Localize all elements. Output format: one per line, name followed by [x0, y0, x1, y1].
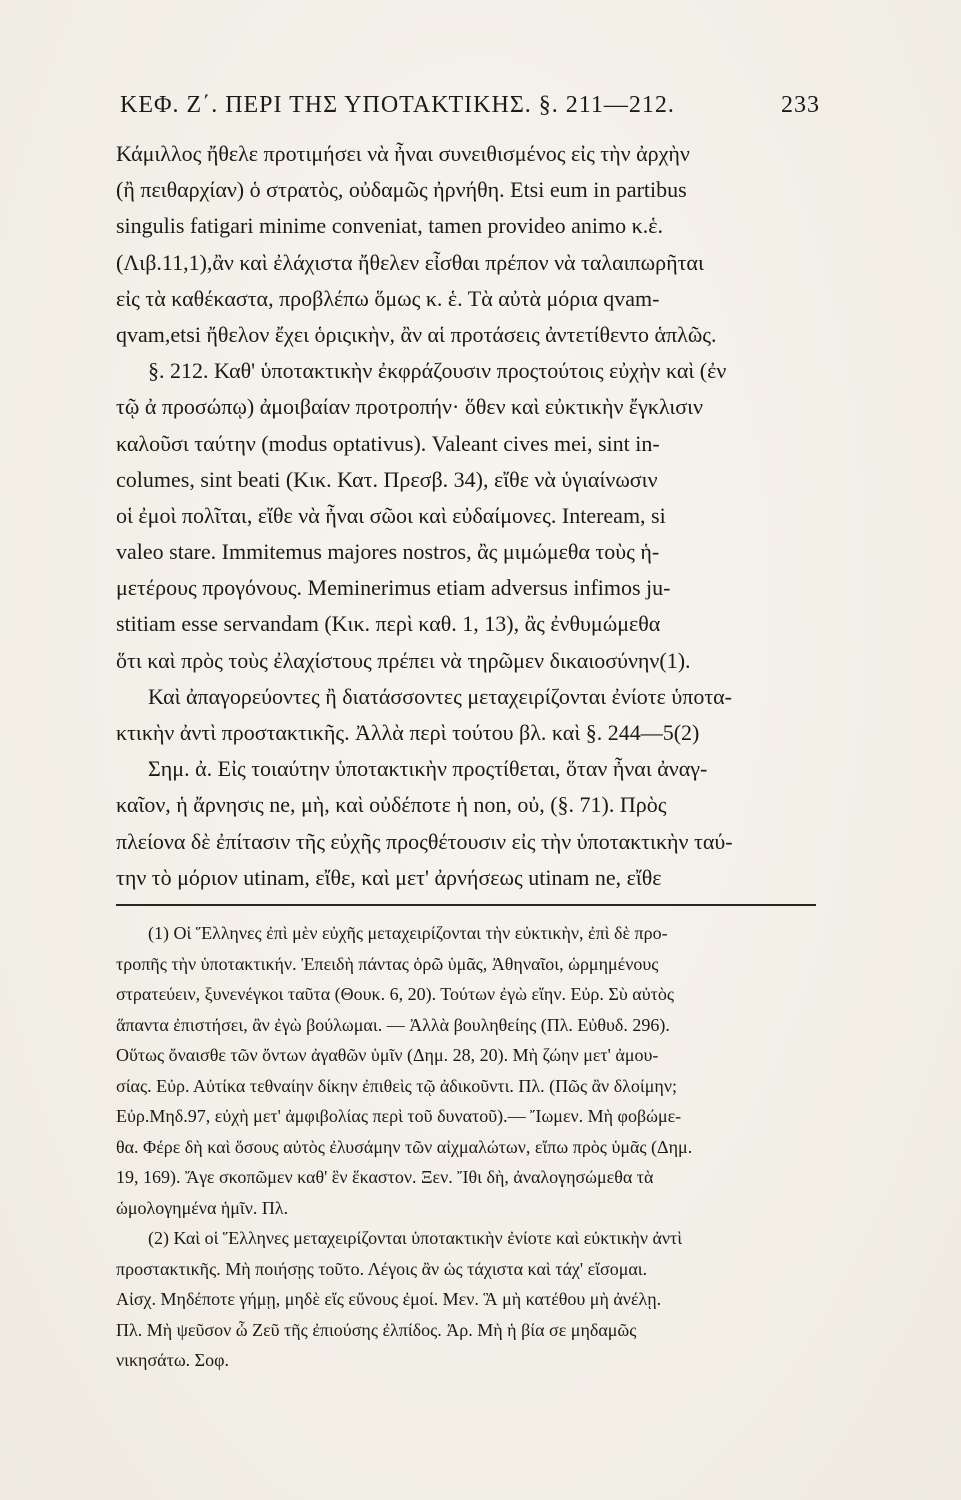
- text-line: Σημ. ἀ. Εἰς τοιαύτην ὑποτακτικὴν προςτίθεται, ὅταν ἦναι ἀναγ-: [148, 756, 708, 782]
- text-line: Καὶ ἀπαγορεύοντες ἢ διατάσσοντες μεταχειρίζονται ἐνίοτε ὑποτα-: [148, 683, 733, 709]
- text-line: singulis fatigari minime conveniat, tamen provideo animo κ.ἑ.: [116, 213, 663, 239]
- footnote-line: σίας. Εὐρ. Αὐτίκα τεθναίην δίκην ἐπιθεὶς τῷ ἀδικοῦντι. Πλ. (Πῶς ἂν δλοίμην;: [116, 1075, 677, 1096]
- footnote-line: Πλ. Μὴ ψεῦσον ὦ Ζεῦ τῆς ἐπιούσης ἐλπίδος. Ἀρ. Μὴ ἡ βία σε μηδαμῶς: [116, 1319, 637, 1340]
- footnote-line: (2) Καὶ οἱ Ἕλληνες μεταχειρίζονται ὑποτακτικὴν ἐνίοτε καὶ εὐκτικὴν ἀντὶ: [148, 1228, 683, 1248]
- footnote-line: προστακτικῆς. Μὴ ποιήσῃς τοῦτο. Λέγοις ἂν ὡς τάχιστα καὶ τάχ' εἴσομαι.: [116, 1258, 648, 1279]
- footnotes: [116, 918, 816, 1376]
- footnote-line: θα. Φέρε δὴ καὶ ὅσους αὐτὸς ἐλυσάμην τῶν αἰχμαλώτων, εἴπω πρὸς ὑμᾶς (Δημ.: [116, 1136, 693, 1157]
- footnote-line: στρατεύειν, ξυνενέγκοι ταῦτα (Θουκ. 6, 20). Τούτων ἐγὼ εἴην. Εὐρ. Σὺ αὐτὸς: [116, 984, 674, 1004]
- footnote-line: ὡμολογημένα ἡμῖν. Πλ.: [116, 1197, 289, 1218]
- text-line: εἰς τὰ καθέκαστα, προβλέπω ὅμως κ. ἑ. Τὰ αὐτὰ μόρια qvam-: [116, 285, 660, 311]
- chapter-title: ΚΕΦ. Ζ΄. ΠΕΡΙ ΤΗΣ ΥΠΟΤΑΚΤΙΚΗΣ. §. 211—212.: [120, 92, 675, 118]
- text-line: §. 212. Καθ' ὑποτακτικὴν ἐκφράζουσιν προςτούτοις εὐχὴν καὶ (ἐν: [148, 358, 727, 384]
- text-line: τῷ ἀ προσώπῳ) ἀμοιβαίαν προτροπήν· ὅθεν καὶ εὐκτικὴν ἔγκλισιν: [116, 394, 703, 420]
- footnote-line: Εὐρ.Μηδ.97, εὐχὴ μετ' ἀμφιβολίας περὶ τοῦ δυνατοῦ).— Ἴωμεν. Μὴ φοβώμε-: [116, 1106, 682, 1126]
- footnote-line: νικησάτω. Σοφ.: [116, 1350, 230, 1370]
- text-line: columes, sint beati (Κικ. Κατ. Πρεσβ. 34), εἴθε νὰ ὑγιαίνωσιν: [116, 466, 658, 492]
- text-line: qvam,etsi ἤθελον ἔχει ὁριςικὴν, ἂν αἱ προτάσεις ἀντετίθεντο ἁπλῶς.: [116, 321, 717, 347]
- text-line: καλοῦσι ταύτην (modus optativus). Valeant cives mei, sint in-: [116, 430, 660, 456]
- footnote-line: Αἰσχ. Μηδέποτε γήμῃ, μηδὲ εἴς εὔνους ἐμοί. Μεν. Ἃ μὴ κατέθου μὴ ἀνέλῃ.: [116, 1289, 662, 1309]
- text-line: την τὸ μόριον utinam, εἴθε, καὶ μετ' ἀρνήσεως utinam ne, εἴθε: [116, 864, 662, 890]
- running-header: [120, 92, 820, 128]
- text-line: stitiam esse servandam (Κικ. περὶ καθ. 1, 13), ἂς ἐνθυμώμεθα: [116, 611, 661, 637]
- text-line: ὅτι καὶ πρὸς τοὺς ἐλαχίστους πρέπει νὰ τηρῶμεν δικαιοσύνην(1).: [116, 647, 691, 673]
- footnote-line: 19, 169). Ἄγε σκοπῶμεν καθ' ἓν ἕκαστον. Ξεν. Ἴθι δὴ, ἀναλογησώμεθα τὰ: [116, 1167, 654, 1187]
- main-text: [116, 136, 816, 896]
- text-line: (Λιβ.11,1),ἂν καὶ ἐλάχιστα ἤθελεν εἶσθαι πρέπον νὰ ταλαιπωρῆται: [116, 249, 704, 275]
- page-number: 233: [781, 92, 820, 118]
- footnote-line: ἅπαντα ἐπιστήσει, ἂν ἐγὼ βούλωμαι. — Ἀλλὰ βουληθείης (Πλ. Εὐθυδ. 296).: [116, 1014, 670, 1035]
- footnote-line: τροπῆς τὴν ὑποτακτικήν. Ἐπειδὴ πάντας ὁρῶ ὑμᾶς, Ἀθηναῖοι, ὡρμημένους: [116, 953, 659, 974]
- footnote-line: Οὕτως ὄναισθε τῶν ὄντων ἀγαθῶν ὑμῖν (Δημ. 28, 20). Μὴ ζώην μετ' ἀμου-: [116, 1045, 659, 1065]
- footnote-line: (1) Οἱ Ἕλληνες ἐπὶ μὲν εὐχῆς μεταχειρίζονται τὴν εὐκτικὴν, ἐπὶ δὲ προ-: [148, 923, 668, 943]
- text-line: καῖον, ἡ ἄρνησις ne, μὴ, καὶ οὐδέποτε ἡ non, οὐ, (§. 71). Πρὸς: [116, 792, 667, 818]
- text-line: Κάμιλλος ἤθελε προτιμήσει νὰ ἦναι συνειθισμένος εἰς τὴν ἀρχὴν: [116, 141, 690, 166]
- text-line: valeo stare. Immitemus majores nostros, ἂς μιμώμεθα τοὺς ἡ-: [116, 539, 660, 565]
- text-line: (ἢ πειθαρχίαν) ὁ στρατὸς, οὐδαμῶς ἠρνήθη. Etsi eum in partibus: [116, 177, 687, 203]
- text-line: οἱ ἐμοὶ πολῖται, εἴθε νὰ ἦναι σῶοι καὶ εὐδαίμονες. Inteream, si: [116, 502, 666, 528]
- text-line: πλείονα δὲ ἐπίτασιν τῆς εὐχῆς προςθέτουσιν εἰς τὴν ὑποτακτικὴν ταύ-: [116, 828, 733, 854]
- text-line: κτικὴν ἀντὶ προστακτικῆς. Ἀλλὰ περὶ τούτου βλ. καὶ §. 244—5(2): [116, 720, 700, 745]
- text-line: μετέρους προγόνους. Meminerimus etiam adversus infimos ju-: [116, 575, 671, 601]
- footnote-divider: [116, 904, 816, 906]
